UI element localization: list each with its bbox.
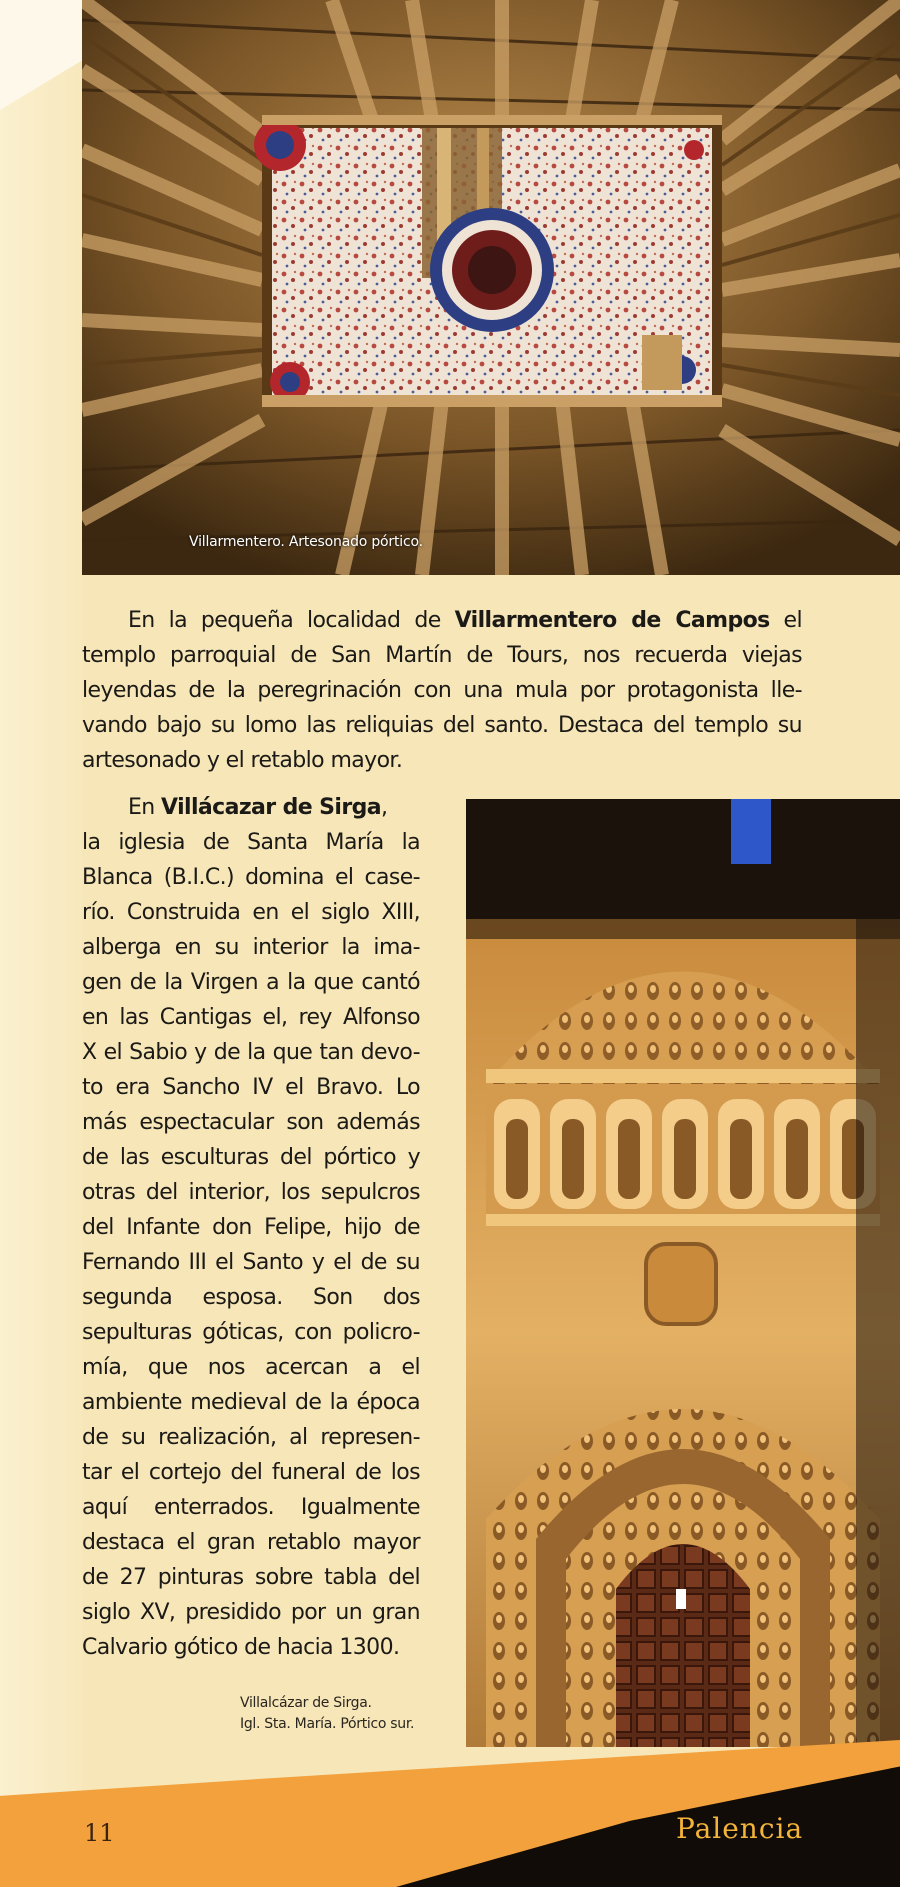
paragraph-line: sepulturas góticas, con policro- bbox=[82, 1320, 420, 1345]
paragraph-line: destaca el gran retablo mayor bbox=[82, 1530, 420, 1555]
paragraph-line: to era Sancho IV el Bravo. Lo bbox=[82, 1075, 420, 1100]
paragraph-line: río. Construida en el siglo XIII, bbox=[82, 900, 420, 925]
paragraph-line: de su realización, al represen- bbox=[82, 1425, 420, 1450]
paragraph-line: mía, que nos acercan a el bbox=[82, 1355, 420, 1380]
caption-portico-line1: Villalcázar de Sirga. bbox=[240, 1695, 372, 1711]
page-number: 11 bbox=[84, 1819, 115, 1847]
paragraph-villarmentero bbox=[82, 603, 802, 778]
paragraph-line: siglo XV, presidido por un gran bbox=[82, 1600, 420, 1625]
paragraph-line: del Infante don Felipe, hijo de bbox=[82, 1215, 420, 1240]
paragraph-line: En Villácazar de Sirga, bbox=[128, 795, 388, 820]
province-label: Palencia bbox=[676, 1812, 804, 1845]
caption-portico bbox=[240, 1693, 414, 1735]
artesonado-illustration bbox=[82, 0, 900, 575]
paragraph-line: en las Cantigas el, rey Alfonso bbox=[82, 1005, 420, 1030]
photo-artesonado bbox=[82, 0, 900, 575]
paragraph-line: Calvario gótico de hacia 1300. bbox=[82, 1635, 400, 1660]
paragraph-line: aquí enterrados. Igualmente bbox=[82, 1495, 420, 1520]
paragraph-line: alberga en su interior la ima- bbox=[82, 935, 420, 960]
left-fold-margin bbox=[0, 0, 82, 1887]
caption-portico-line2: Igl. Sta. María. Pórtico sur. bbox=[240, 1716, 415, 1732]
paragraph-line: En la pequeña localidad de Villarmentero de Campos el bbox=[128, 608, 802, 633]
paragraph-line: Blanca (B.I.C.) domina el case- bbox=[82, 865, 420, 890]
paragraph-line: X el Sabio y de la que tan devo- bbox=[82, 1040, 420, 1065]
caption-artesonado: Villarmentero. Artesonado pórtico. bbox=[189, 534, 423, 550]
paragraph-line: segunda esposa. Son dos bbox=[82, 1285, 420, 1310]
paragraph-line: de 27 pinturas sobre tabla del bbox=[82, 1565, 420, 1590]
paragraph-line: leyendas de la peregrinación con una mula por protagonista lle- bbox=[82, 678, 802, 703]
paragraph-villacazar bbox=[82, 790, 420, 1665]
photo-portico bbox=[466, 799, 900, 1747]
paragraph-line: Fernando III el Santo y el de su bbox=[82, 1250, 420, 1275]
paragraph-line: de las esculturas del pórtico y bbox=[82, 1145, 420, 1170]
paragraph-line: artesonado y el retablo mayor. bbox=[82, 748, 403, 773]
paragraph-line: gen de la Virgen a la que cantó bbox=[82, 970, 420, 995]
place-name-villacazar: Villácazar de Sirga bbox=[161, 795, 381, 820]
paragraph-line: tar el cortejo del funeral de los bbox=[82, 1460, 420, 1485]
place-name-villarmentero: Villarmentero de Campos bbox=[454, 608, 770, 633]
paragraph-line: ambiente medieval de la época bbox=[82, 1390, 420, 1415]
paragraph-line: la iglesia de Santa María la bbox=[82, 830, 420, 855]
portico-illustration bbox=[466, 799, 900, 1747]
paragraph-line: otras del interior, los sepulcros bbox=[82, 1180, 420, 1205]
paragraph-line: más espectacular son además bbox=[82, 1110, 420, 1135]
paragraph-line: templo parroquial de San Martín de Tours, nos recuerda viejas bbox=[82, 643, 802, 668]
paragraph-line: vando bajo su lomo las reliquias del santo. Destaca del templo su bbox=[82, 713, 802, 738]
